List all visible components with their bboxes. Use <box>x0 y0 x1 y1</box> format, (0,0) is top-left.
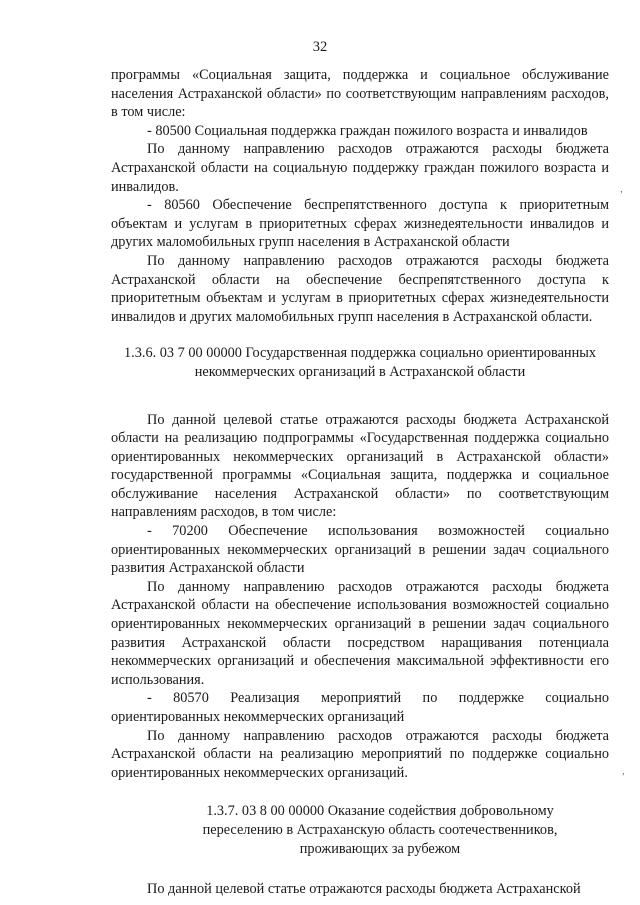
paragraph: По данному направлению расходов отражаются расходы бюджета Астраханской области на социальную поддержку граждан пожилого возраста и инвалидов. <box>111 141 609 195</box>
list-item-80500: - 80500 Социальная поддержка граждан пожилого возраста и инвалидов <box>147 122 588 139</box>
list-item-70200: - 70200 Обеспечение использования возможностей социально ориентированных некоммерческих организаций в решении задач социального развития Астраханской области <box>111 523 609 577</box>
heading-line: переселению в Астраханскую область соотечественников, <box>202 821 558 838</box>
heading-line: 1.3.7. 03 8 00 00000 Оказание содействия добровольному <box>206 803 554 820</box>
paragraph: По данному направлению расходов отражаются расходы бюджета Астраханской области на обеспечение использования возможностей социально ориентированных некоммерческих организаций в решении задач социального развития Астраханской области посредством наращивания потенциала некоммерческих организаций и обеспечения максимальной эффективности его использования. <box>111 578 609 688</box>
list-item-80560: - 80560 Обеспечение беспрепятственного доступа к приоритетным объектам и услугам в приоритетных сферах жизнедеятельности инвалидов и других маломобильных групп населения в Астраханской области <box>111 197 609 251</box>
paragraph: По данному направлению расходов отражаются расходы бюджета Астраханской области на реализацию мероприятий по поддержке социально ориентированных некоммерческих организаций. <box>111 727 609 781</box>
list-item-80570: - 80570 Реализация мероприятий по поддержке социально ориентированных некоммерческих организаций <box>111 690 609 725</box>
paragraph: программы «Социальная защита, поддержка и социальное обслуживание населения Астраханской области» по соответствующим направлениям расходов, в том числе: <box>111 67 609 121</box>
document-body <box>111 66 609 899</box>
margin-mark: , <box>622 765 625 777</box>
heading-line: проживающих за рубежом <box>299 840 461 857</box>
page-number: 32 <box>312 39 328 55</box>
section-heading-1-3-6: 1.3.6. 03 7 00 00000 Государственная поддержка социально ориентированных некоммерческих организаций в Астраханской области <box>124 345 596 380</box>
paragraph: По данной целевой статье отражаются расходы бюджета Астраханской области на реализацию подпрограммы «Государственная поддержка социально ориентированных некоммерческих организаций в Астраханской области» государственной программы «Социальная защита, поддержка и социальное обслуживание населения Астраханской области» по соответствующим направлениям расходов, в том числе: <box>111 411 609 521</box>
paragraph: По данному направлению расходов отражаются расходы бюджета Астраханской области на обеспечение беспрепятственного доступа к приоритетным объектам и услугам в приоритетных сферах жизнедеятельности инвалидов и других маломобильных групп населения в Астраханской области. <box>111 252 609 325</box>
paragraph: По данной целевой статье отражаются расходы бюджета Астраханской <box>147 881 581 898</box>
margin-mark: , <box>620 183 623 195</box>
section-heading-1-3-7 <box>111 802 609 858</box>
